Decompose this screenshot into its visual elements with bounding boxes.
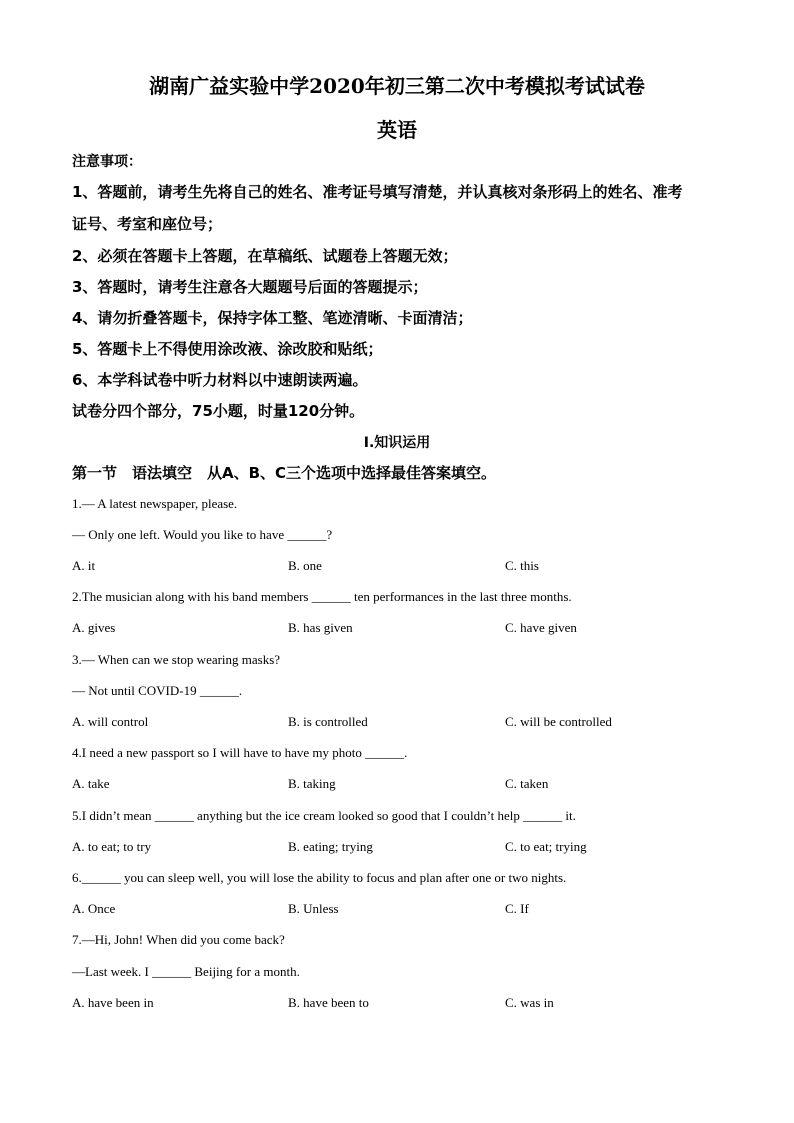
option-a: A. take [72,776,110,791]
question-text: 7.—Hi, John! When did you come back? [72,932,285,947]
section-title: I.知识运用 [363,435,431,451]
option-c: C. If [505,901,529,916]
notice-line: 6、本学科试卷中听力材料以中速朗读两遍。 [72,371,368,389]
question-text: 5.I didn’t mean ______ anything but the ice cream looked so good that I couldn’t help ______ it. [72,808,576,823]
question-text: — Not until COVID-19 ______. [72,683,243,698]
notice-line: 试卷分四个部分，75小题，时量120分钟。 [72,402,365,420]
question-text: 1.— A latest newspaper, please. [72,496,238,511]
question-text: 3.— When can we stop wearing masks? [72,652,281,667]
question-text: —Last week. I ______ Beijing for a month. [72,964,300,979]
option-b: B. Unless [288,901,339,916]
option-a: A. have been in [72,995,154,1010]
option-a: A. it [72,558,96,573]
subject-title: 英语 [377,118,417,142]
question-text: 4.I need a new passport so I will have to have my photo ______. [72,745,408,760]
notice-heading: 注意事项： [72,154,142,170]
notice-line: 5、答题卡上不得使用涂改液、涂改胶和贴纸； [72,340,383,358]
option-a: A. gives [72,620,116,635]
option-c: C. was in [505,995,554,1010]
option-c: C. have given [505,620,577,635]
exam-title: 湖南广益实验中学2020年初三第二次中考模拟考试试卷 [149,74,645,98]
option-c: C. this [505,558,539,573]
option-b: B. one [288,558,322,573]
question-text: 2.The musician along with his band members ______ ten performances in the last three months. [72,589,572,604]
notice-line: 证号、考室和座位号； [72,215,223,233]
option-a: A. Once [72,901,116,916]
option-c: C. will be controlled [505,714,612,729]
part-heading: 第一节 语法填空 从A、B、C三个选项中选择最佳答案填空。 [72,464,497,482]
option-c: C. taken [505,776,549,791]
option-b: B. have been to [288,995,369,1010]
question-text: — Only one left. Would you like to have ______? [72,527,333,542]
notice-line: 2、必须在答题卡上答题，在草稿纸、试题卷上答题无效； [72,247,458,265]
notice-line: 4、请勿折叠答题卡，保持字体工整、笔迹清晰、卡面清洁； [72,309,473,327]
option-a: A. to eat; to try [72,839,152,854]
option-b: B. has given [288,620,353,635]
option-b: B. taking [288,776,336,791]
option-c: C. to eat; trying [505,839,587,854]
option-b: B. eating; trying [288,839,373,854]
notice-line: 3、答题时，请考生注意各大题题号后面的答题提示； [72,278,428,296]
question-text: 6.______ you can sleep well, you will lose the ability to focus and plan after one or two nights. [72,870,567,885]
option-b: B. is controlled [288,714,368,729]
notice-line: 1、答题前，请考生先将自己的姓名、准考证号填写清楚，并认真核对条形码上的姓名、准考 [72,183,683,201]
option-a: A. will control [72,714,149,729]
